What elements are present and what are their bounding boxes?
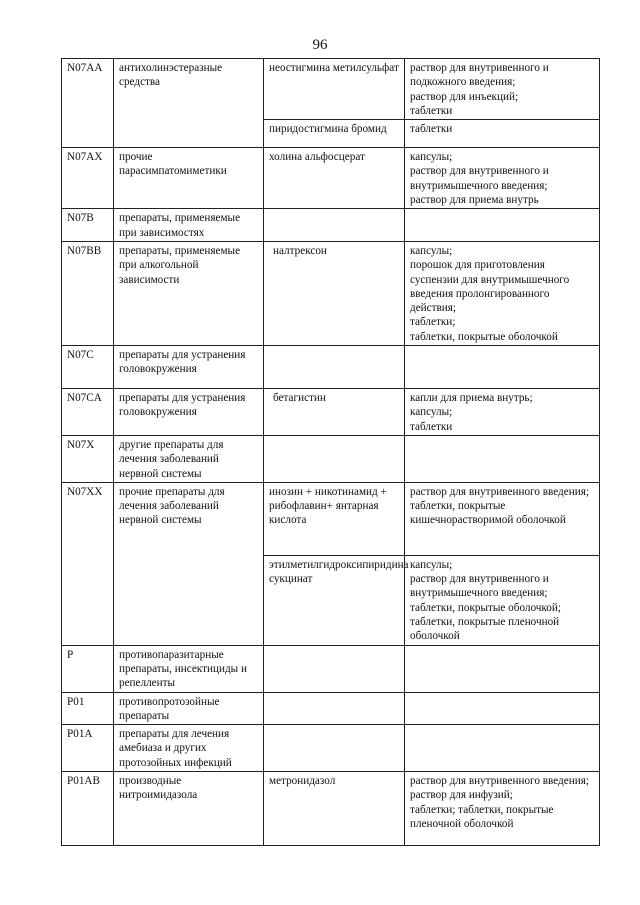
dosage-form-line: раствор для внутривенного и внутримышечного введения; bbox=[410, 165, 549, 192]
table-row bbox=[62, 59, 600, 120]
atc-code-cell: P01 bbox=[62, 692, 114, 725]
dosage-form-line: раствор для инфузий; bbox=[410, 789, 513, 802]
dosage-form-line: раствор для внутривенного и внутримышечного введения; bbox=[410, 573, 549, 600]
atc-code-cell: P bbox=[62, 645, 114, 692]
dosage-form-line: таблетки bbox=[410, 420, 453, 433]
substance-cell bbox=[264, 692, 405, 725]
table-row bbox=[62, 725, 600, 772]
table-row bbox=[62, 389, 600, 436]
atc-code-cell: N07C bbox=[62, 346, 114, 389]
drug-table bbox=[61, 58, 600, 846]
table-row bbox=[62, 346, 600, 389]
dosage-form-line: порошок для приготовления суспензии для внутримышечного введения пролонгированного действия; bbox=[410, 259, 570, 315]
dosage-forms-cell bbox=[405, 771, 600, 845]
dosage-form-line: раствор для инъекций; bbox=[410, 90, 519, 103]
substance-cell: инозин + никотинамид + рибофлавин+ янтарная кислота bbox=[264, 482, 405, 555]
dosage-forms-cell bbox=[405, 346, 600, 389]
dosage-forms-cell bbox=[405, 645, 600, 692]
substance-cell: неостигмина метилсульфат bbox=[264, 59, 405, 120]
substance-cell: налтрексон bbox=[264, 241, 405, 345]
atc-code-cell: N07AX bbox=[62, 148, 114, 209]
dosage-forms-cell bbox=[405, 435, 600, 482]
substance-cell: метронидазол bbox=[264, 771, 405, 845]
dosage-form-line: таблетки, покрытые оболочкой bbox=[410, 330, 558, 343]
anatomical-group-cell: препараты, применяемые при зависимостях bbox=[114, 209, 264, 242]
dosage-form-line: таблетки, покрытые кишечнорастворимой оболочкой bbox=[410, 500, 566, 527]
dosage-forms-cell bbox=[405, 209, 600, 242]
atc-code-cell: P01A bbox=[62, 725, 114, 772]
dosage-forms-cell bbox=[405, 692, 600, 725]
anatomical-group-cell: прочие препараты для лечения заболеваний нервной системы bbox=[114, 482, 264, 645]
dosage-forms-cell bbox=[405, 555, 600, 645]
anatomical-group-cell: противопаразитарные препараты, инсектициды и репелленты bbox=[114, 645, 264, 692]
dosage-form-line: капсулы; bbox=[410, 244, 453, 257]
dosage-form-line: таблетки, покрытые оболочкой; bbox=[410, 601, 561, 614]
anatomical-group-cell: препараты для устранения головокружения bbox=[114, 346, 264, 389]
atc-code-cell: N07BB bbox=[62, 241, 114, 345]
anatomical-group-cell: препараты для устранения головокружения bbox=[114, 389, 264, 436]
table-row bbox=[62, 692, 600, 725]
table-row bbox=[62, 209, 600, 242]
substance-cell: холина альфосцерат bbox=[264, 148, 405, 209]
dosage-form-line: капли для приема внутрь; bbox=[410, 392, 533, 405]
anatomical-group-cell: препараты для лечения амебиаза и других протозойных инфекций bbox=[114, 725, 264, 772]
substance-cell bbox=[264, 645, 405, 692]
dosage-forms-cell bbox=[405, 59, 600, 120]
atc-code-cell: N07CA bbox=[62, 389, 114, 436]
substance-cell bbox=[264, 346, 405, 389]
drug-table-body bbox=[62, 59, 600, 846]
dosage-form-line: капсулы; bbox=[410, 406, 453, 419]
dosage-form-line: раствор для внутривенного введения; bbox=[410, 774, 589, 787]
substance-cell bbox=[264, 209, 405, 242]
anatomical-group-cell: препараты, применяемые при алкогольной зависимости bbox=[114, 241, 264, 345]
atc-code-cell: N07AA bbox=[62, 59, 114, 148]
table-row bbox=[62, 241, 600, 345]
dosage-forms-cell bbox=[405, 725, 600, 772]
dosage-forms-cell bbox=[405, 148, 600, 209]
atc-code-cell: P01AB bbox=[62, 771, 114, 845]
dosage-form-line: таблетки bbox=[410, 123, 453, 136]
dosage-form-line: таблетки; таблетки, покрытые пленочной оболочкой bbox=[410, 803, 554, 830]
dosage-forms-cell bbox=[405, 389, 600, 436]
dosage-form-line: капсулы; bbox=[410, 558, 453, 571]
atc-code-cell: N07B bbox=[62, 209, 114, 242]
atc-code-cell: N07X bbox=[62, 435, 114, 482]
dosage-forms-cell bbox=[405, 241, 600, 345]
substance-cell bbox=[264, 435, 405, 482]
substance-cell: бетагистин bbox=[264, 389, 405, 436]
dosage-forms-cell bbox=[405, 120, 600, 148]
table-row bbox=[62, 435, 600, 482]
anatomical-group-cell: антихолинэстеразные средства bbox=[114, 59, 264, 148]
anatomical-group-cell: противопротозойные препараты bbox=[114, 692, 264, 725]
dosage-form-line: таблетки bbox=[410, 104, 453, 117]
page-number: 96 bbox=[312, 37, 328, 53]
table-row bbox=[62, 148, 600, 209]
dosage-form-line: раствор для внутривенного и подкожного введения; bbox=[410, 62, 549, 89]
anatomical-group-cell: производные нитроимидазола bbox=[114, 771, 264, 845]
atc-code-cell: N07XX bbox=[62, 482, 114, 645]
dosage-form-line: таблетки, покрытые пленочной оболочкой bbox=[410, 616, 560, 643]
dosage-form-line: таблетки; bbox=[410, 316, 456, 329]
dosage-form-line: капсулы; bbox=[410, 151, 453, 164]
substance-cell: пиридостигмина бромид bbox=[264, 120, 405, 148]
table-row bbox=[62, 645, 600, 692]
dosage-form-line: раствор для приема внутрь bbox=[410, 194, 539, 207]
dosage-forms-cell bbox=[405, 482, 600, 555]
anatomical-group-cell: прочие парасимпатомиметики bbox=[114, 148, 264, 209]
table-row bbox=[62, 482, 600, 555]
anatomical-group-cell: другие препараты для лечения заболеваний нервной системы bbox=[114, 435, 264, 482]
table-row bbox=[62, 771, 600, 845]
dosage-form-line: раствор для внутривенного введения; bbox=[410, 485, 589, 498]
substance-cell: этилметилгидроксипиридина сукцинат bbox=[264, 555, 405, 645]
substance-cell bbox=[264, 725, 405, 772]
